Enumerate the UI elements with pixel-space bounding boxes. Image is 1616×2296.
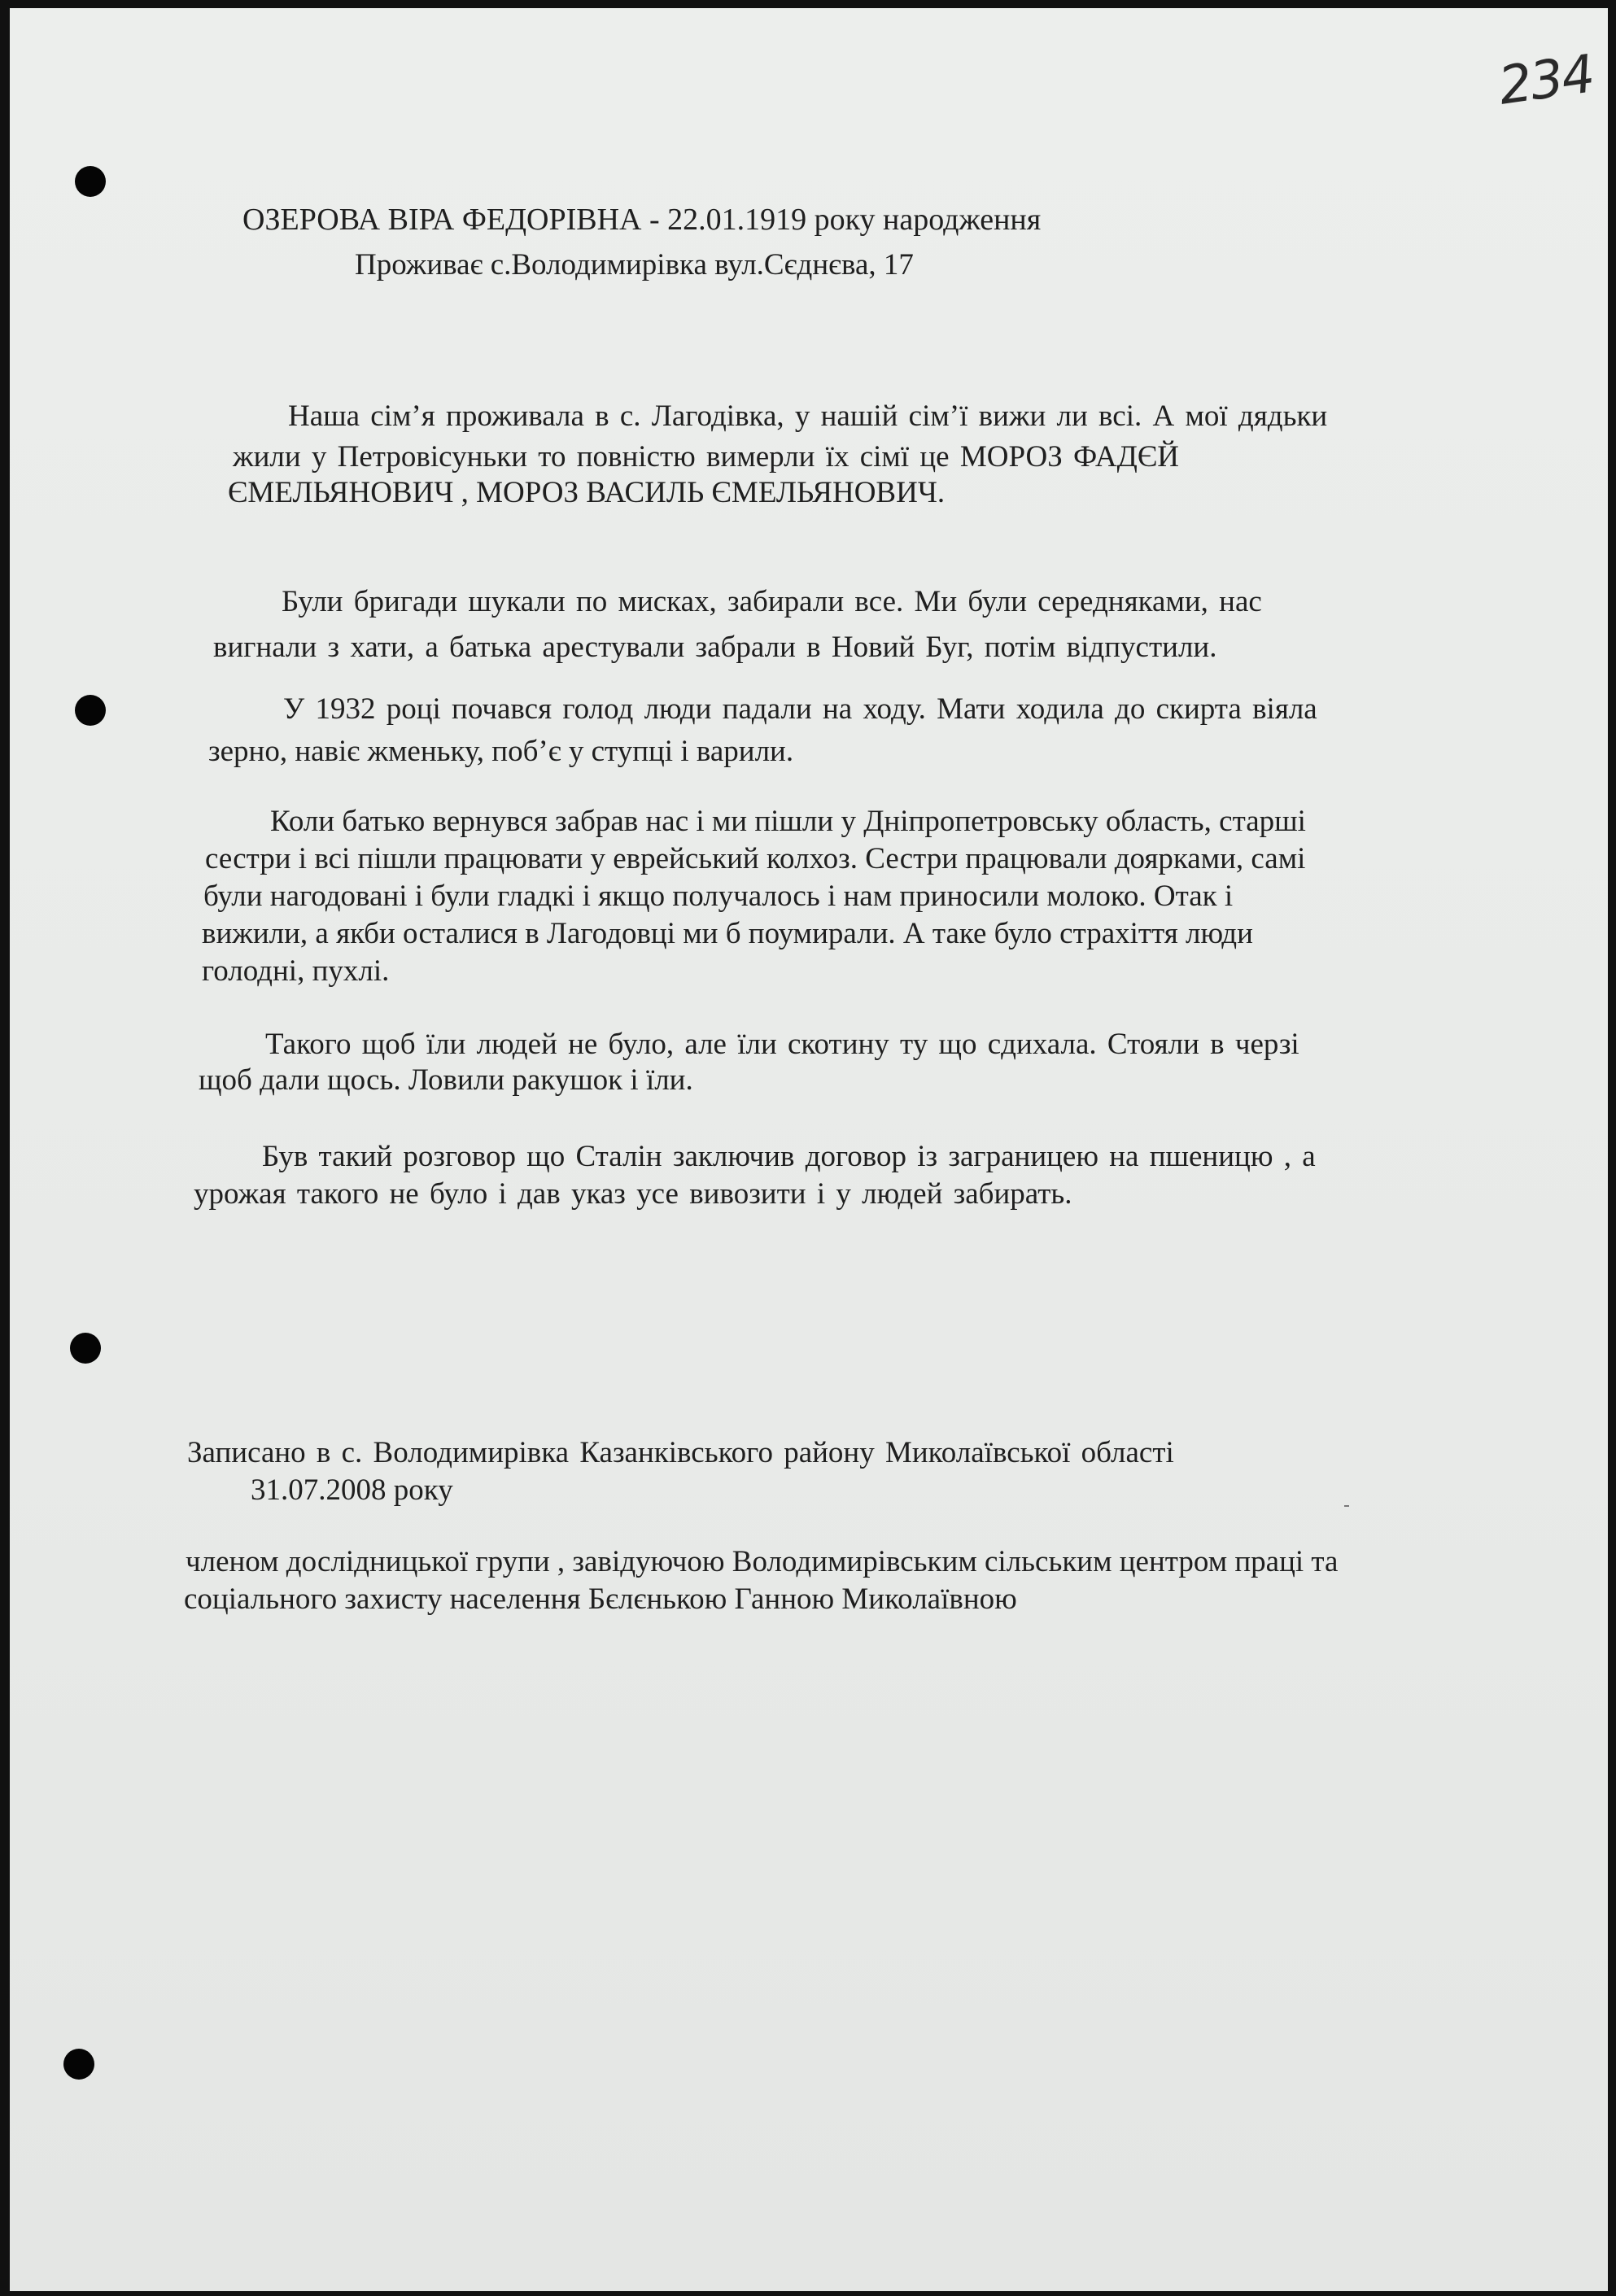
document-page xyxy=(10,8,1608,2291)
paragraph-4-line-2: сестри і всі пішли працювати у еврейський колхоз. Сестри працювали доярками, самі xyxy=(205,842,1306,875)
recorder-line-2: соціального захисту населення Бєлєнькою Ганною Миколаївною xyxy=(184,1582,1017,1616)
paragraph-1-line-1: Наша сім’я проживала в с. Лагодівка, у нашій сім’ї вижи ли всі. А мої дядьки xyxy=(288,399,1328,433)
page-number: 234 xyxy=(1495,44,1597,117)
recorded-date-line: 31.07.2008 року xyxy=(251,1473,453,1507)
paragraph-3-line-1: У 1932 році почався голод люди падали на ходу. Мати ходила до скирта віяла xyxy=(283,692,1317,726)
punch-hole xyxy=(75,695,106,726)
paragraph-6-line-1: Був такий розговор що Сталін заключив договор із заграницею на пшеницю , а xyxy=(262,1140,1316,1173)
paragraph-1-line-2: жили у Петровісуньки то повністю вимерли їх сімї це МОРОЗ ФАДЄЙ xyxy=(233,440,1179,474)
paragraph-4-line-3: були нагодовані і були гладкі і якщо получалось і нам приносили молоко. Отак і xyxy=(203,880,1234,913)
paragraph-1-line-3: ЄМЕЛЬЯНОВИЧ , МОРОЗ ВАСИЛЬ ЄМЕЛЬЯНОВИЧ. xyxy=(228,476,946,509)
paragraph-2-line-1: Були бригади шукали по мисках, забирали все. Ми були середняками, нас xyxy=(282,585,1262,618)
recorder-line-1: членом дослідницької групи , завідуючою Володимирівським сільським центром праці та xyxy=(186,1545,1339,1578)
paragraph-4-line-5: голодні, пухлі. xyxy=(202,954,390,988)
paragraph-5-line-1: Такого щоб їли людей не було, але їли скотину ту що сдихала. Стояли в черзі xyxy=(265,1028,1299,1061)
paragraph-5-line-2: щоб дали щось. Ловили ракушок і їли. xyxy=(199,1063,693,1097)
person-name-line: ОЗЕРОВА ВІРА ФЕДОРІВНА - 22.01.1919 року народження xyxy=(242,203,1042,237)
punch-hole xyxy=(75,166,106,197)
punch-hole xyxy=(70,1333,101,1364)
paragraph-4-line-1: Коли батько вернувся забрав нас і ми пішли у Дніпропетровську область, старші xyxy=(270,805,1306,838)
punch-hole xyxy=(63,2049,94,2080)
paragraph-3-line-2: зерно, навіє жменьку, поб’є у ступці і варили. xyxy=(208,735,794,768)
paragraph-4-line-4: вижили, а якби осталися в Лагодовці ми б поумирали. А таке було страхіття люди xyxy=(202,917,1253,950)
paragraph-6-line-2: урожая такого не було і дав указ усе вивозити і у людей забирать. xyxy=(194,1177,1072,1211)
address-line: Проживає с.Володимирівка вул.Сєднєва, 17 xyxy=(355,248,914,282)
recorded-location-line: Записано в с. Володимирівка Казанківського району Миколаївської області xyxy=(187,1436,1174,1469)
paragraph-2-line-2: вигнали з хати, а батька арестували забрали в Новий Буг, потім відпустили. xyxy=(213,631,1217,664)
speck xyxy=(1344,1505,1349,1507)
